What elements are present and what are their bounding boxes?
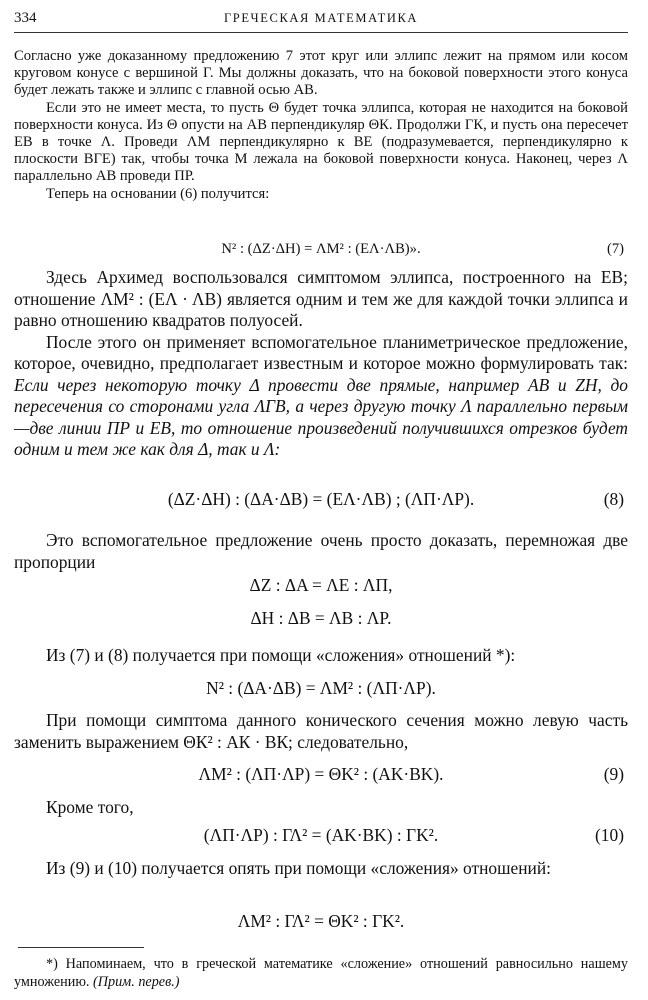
equation-9-number: (9) [603, 764, 624, 784]
paragraph-3: Теперь на основании (6) получится: [46, 185, 270, 202]
equation-7 [14, 241, 628, 263]
running-header [14, 8, 628, 33]
paragraph-10: Из (9) и (10) получается опять при помощи «сложения» отношений: [46, 858, 551, 878]
paragraph-5-italic: Если через некоторую точку Δ провести две прямые, например АВ и ZН, до пересечения со сторонами угла ΛГВ, а через другую точку Λ параллельно первым—две линии ПР и ЕВ, то отношение произведений получившихся отрезков будет одним и тем же как для Δ, так и Λ: [14, 374, 628, 459]
paragraph-5-plain: После этого он применяет вспомогательное планиметрическое предложение, которое, очевидно, предполагает известным и которое можно формулировать так: [14, 331, 628, 373]
running-title: ГРЕЧЕСКАЯ МАТЕМАТИКА [223, 11, 419, 25]
equation-8-number: (8) [603, 489, 624, 509]
proportion-2-formula: ΔH : ΔB = ΛB : ΛP. [250, 608, 392, 628]
big-text-block-3 [14, 645, 628, 667]
footnote-note: (Прим. перев.) [93, 974, 180, 990]
equation-7-formula: N² : (ΔZ·ΔH) = ΛM² : (EΛ·ΛB)». [221, 241, 421, 257]
big-text-block-1 [14, 267, 628, 461]
paragraph-9: Кроме того, [46, 797, 134, 817]
paragraph-4: Здесь Архимед воспользовался симптомом эллипса, построенного на ЕВ; отношение ΛМ² : (ЕΛ · ΛВ) является одним и тем же для каждой точки эллипса и равно отношению квадратов полуосей. [14, 267, 628, 330]
equation-mid [14, 678, 628, 700]
footnote [14, 955, 628, 991]
footnote-text: *) Напоминаем, что в греческой математике «сложение» отношений равносильно нашему умножению. [14, 956, 628, 990]
proportion-1-formula: ΔZ : ΔA = ΛE : ΛΠ, [249, 575, 393, 595]
equation-final-formula: ΛM² : ΓΛ² = ΘK² : ΓK². [237, 911, 405, 931]
big-text-block-5 [14, 797, 628, 819]
equation-final [14, 911, 628, 933]
proportion-2 [14, 608, 628, 630]
big-text-block-4 [14, 710, 628, 753]
equation-10-number: (10) [595, 825, 624, 845]
paragraph-1: Согласно уже доказанному предложению 7 этот круг или эллипс лежит на прямом или косом круговом конусе с вершиной Г. Мы должны доказать, что на боковой поверхности этого конуса будет лежать также и эллипс с главной осью АВ. [14, 48, 628, 99]
big-text-block-6 [14, 858, 628, 880]
equation-8-formula: (ΔZ·ΔH) : (ΔA·ΔB) = (EΛ·ΛB) ; (ΛΠ·ΛP). [167, 489, 475, 509]
big-text-block-2 [14, 530, 628, 573]
paragraph-2: Если это не имеет места, то пусть Θ будет точка эллипса, которая не находится на боковой поверхности конуса. Из Θ опусти на АВ перпендикуляр ΘК. Продолжи ГК, и пусть она пересечет ЕВ в точке Λ. Проведи ΛМ перпендикулярно к ВЕ (подразумевается, перпендикулярно к плоскости ВГЕ) так, чтобы точка М лежала на боковой поверхности конуса. Наконец, через Λ параллельно АВ проведи ПР. [14, 99, 628, 185]
equation-9 [14, 764, 628, 786]
equation-7-number: (7) [606, 241, 624, 257]
equation-10 [14, 825, 628, 847]
paragraph-5 [14, 332, 628, 461]
paragraph-7: Из (7) и (8) получается при помощи «сложения» отношений *): [46, 645, 516, 665]
proportion-1 [14, 575, 628, 597]
equation-9-formula: ΛM² : (ΛΠ·ΛP) = ΘK² : (AK·BK). [198, 764, 444, 784]
equation-mid-formula: N² : (ΔA·ΔB) = ΛM² : (ΛΠ·ΛP). [206, 678, 436, 698]
footnote-divider [18, 947, 144, 948]
page-number: 334 [14, 10, 37, 26]
paragraph-8: При помощи симптома данного конического сечения можно левую часть заменить выражением ΘК² : АК · ВК; следовательно, [14, 710, 628, 752]
paragraph-6: Это вспомогательное предложение очень просто доказать, перемножая две пропорции [14, 530, 628, 572]
equation-8 [14, 489, 628, 511]
equation-10-formula: (ΛΠ·ΛP) : ΓΛ² = (AK·BK) : ΓK². [203, 825, 439, 845]
small-text-block [14, 48, 628, 203]
